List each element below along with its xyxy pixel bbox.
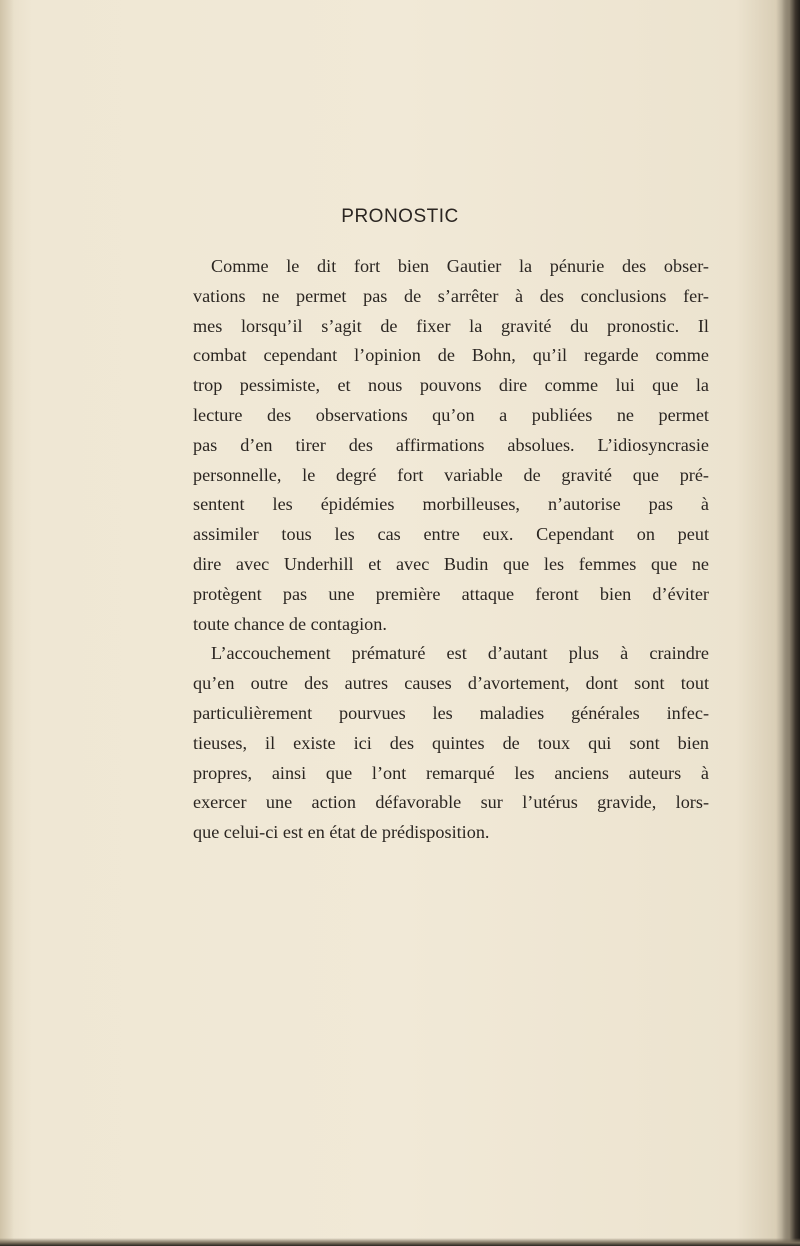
text-line: personnelle, le degré fort variable de gravité que pré- <box>193 464 709 485</box>
page-title: PRONOSTIC <box>341 206 459 227</box>
body-text <box>193 252 709 848</box>
text-line: sentent les épidémies morbilleuses, n’autorise pas à <box>193 494 709 515</box>
text-line: propres, ainsi que l’ont remarqué les anciens auteurs à <box>193 762 709 783</box>
text-line: Comme le dit fort bien Gautier la pénurie des obser- <box>211 256 709 276</box>
page-left-edge <box>0 0 14 1246</box>
text-line: mes lorsqu’il s’agit de fixer la gravité du pronostic. Il <box>193 315 709 336</box>
text-line: toute chance de contagion. <box>193 613 387 634</box>
text-line: pas d’en tirer des affirmations absolues. L’idiosyncrasie <box>193 434 709 455</box>
text-line: que celui-ci est en état de prédisposition. <box>193 822 490 843</box>
text-line: vations ne permet pas de s’arrêter à des conclusions fer- <box>193 285 709 306</box>
text-line: particulièrement pourvues les maladies générales infec- <box>193 702 709 723</box>
text-line: dire avec Underhill et avec Budin que les femmes que ne <box>193 553 709 574</box>
page-bottom-edge-shadow <box>0 1238 800 1246</box>
text-line: L’accouchement prématuré est d’autant plus à craindre <box>211 643 709 664</box>
text-line: qu’en outre des autres causes d’avortement, dont sont tout <box>193 673 709 694</box>
text-line: assimiler tous les cas entre eux. Cependant on peut <box>193 524 709 545</box>
page-right-edge-shadow <box>782 0 800 1246</box>
text-line: lecture des observations qu’on a publiées ne permet <box>193 404 709 425</box>
text-line: combat cependant l’opinion de Bohn, qu’il regarde comme <box>193 345 709 366</box>
text-line: tieuses, il existe ici des quintes de toux qui sont bien <box>193 732 709 753</box>
text-line: trop pessimiste, et nous pouvons dire comme lui que la <box>193 375 709 396</box>
text-line: exercer une action défavorable sur l’utérus gravide, lors- <box>193 792 709 813</box>
text-line: protègent pas une première attaque feront bien d’éviter <box>193 583 709 604</box>
